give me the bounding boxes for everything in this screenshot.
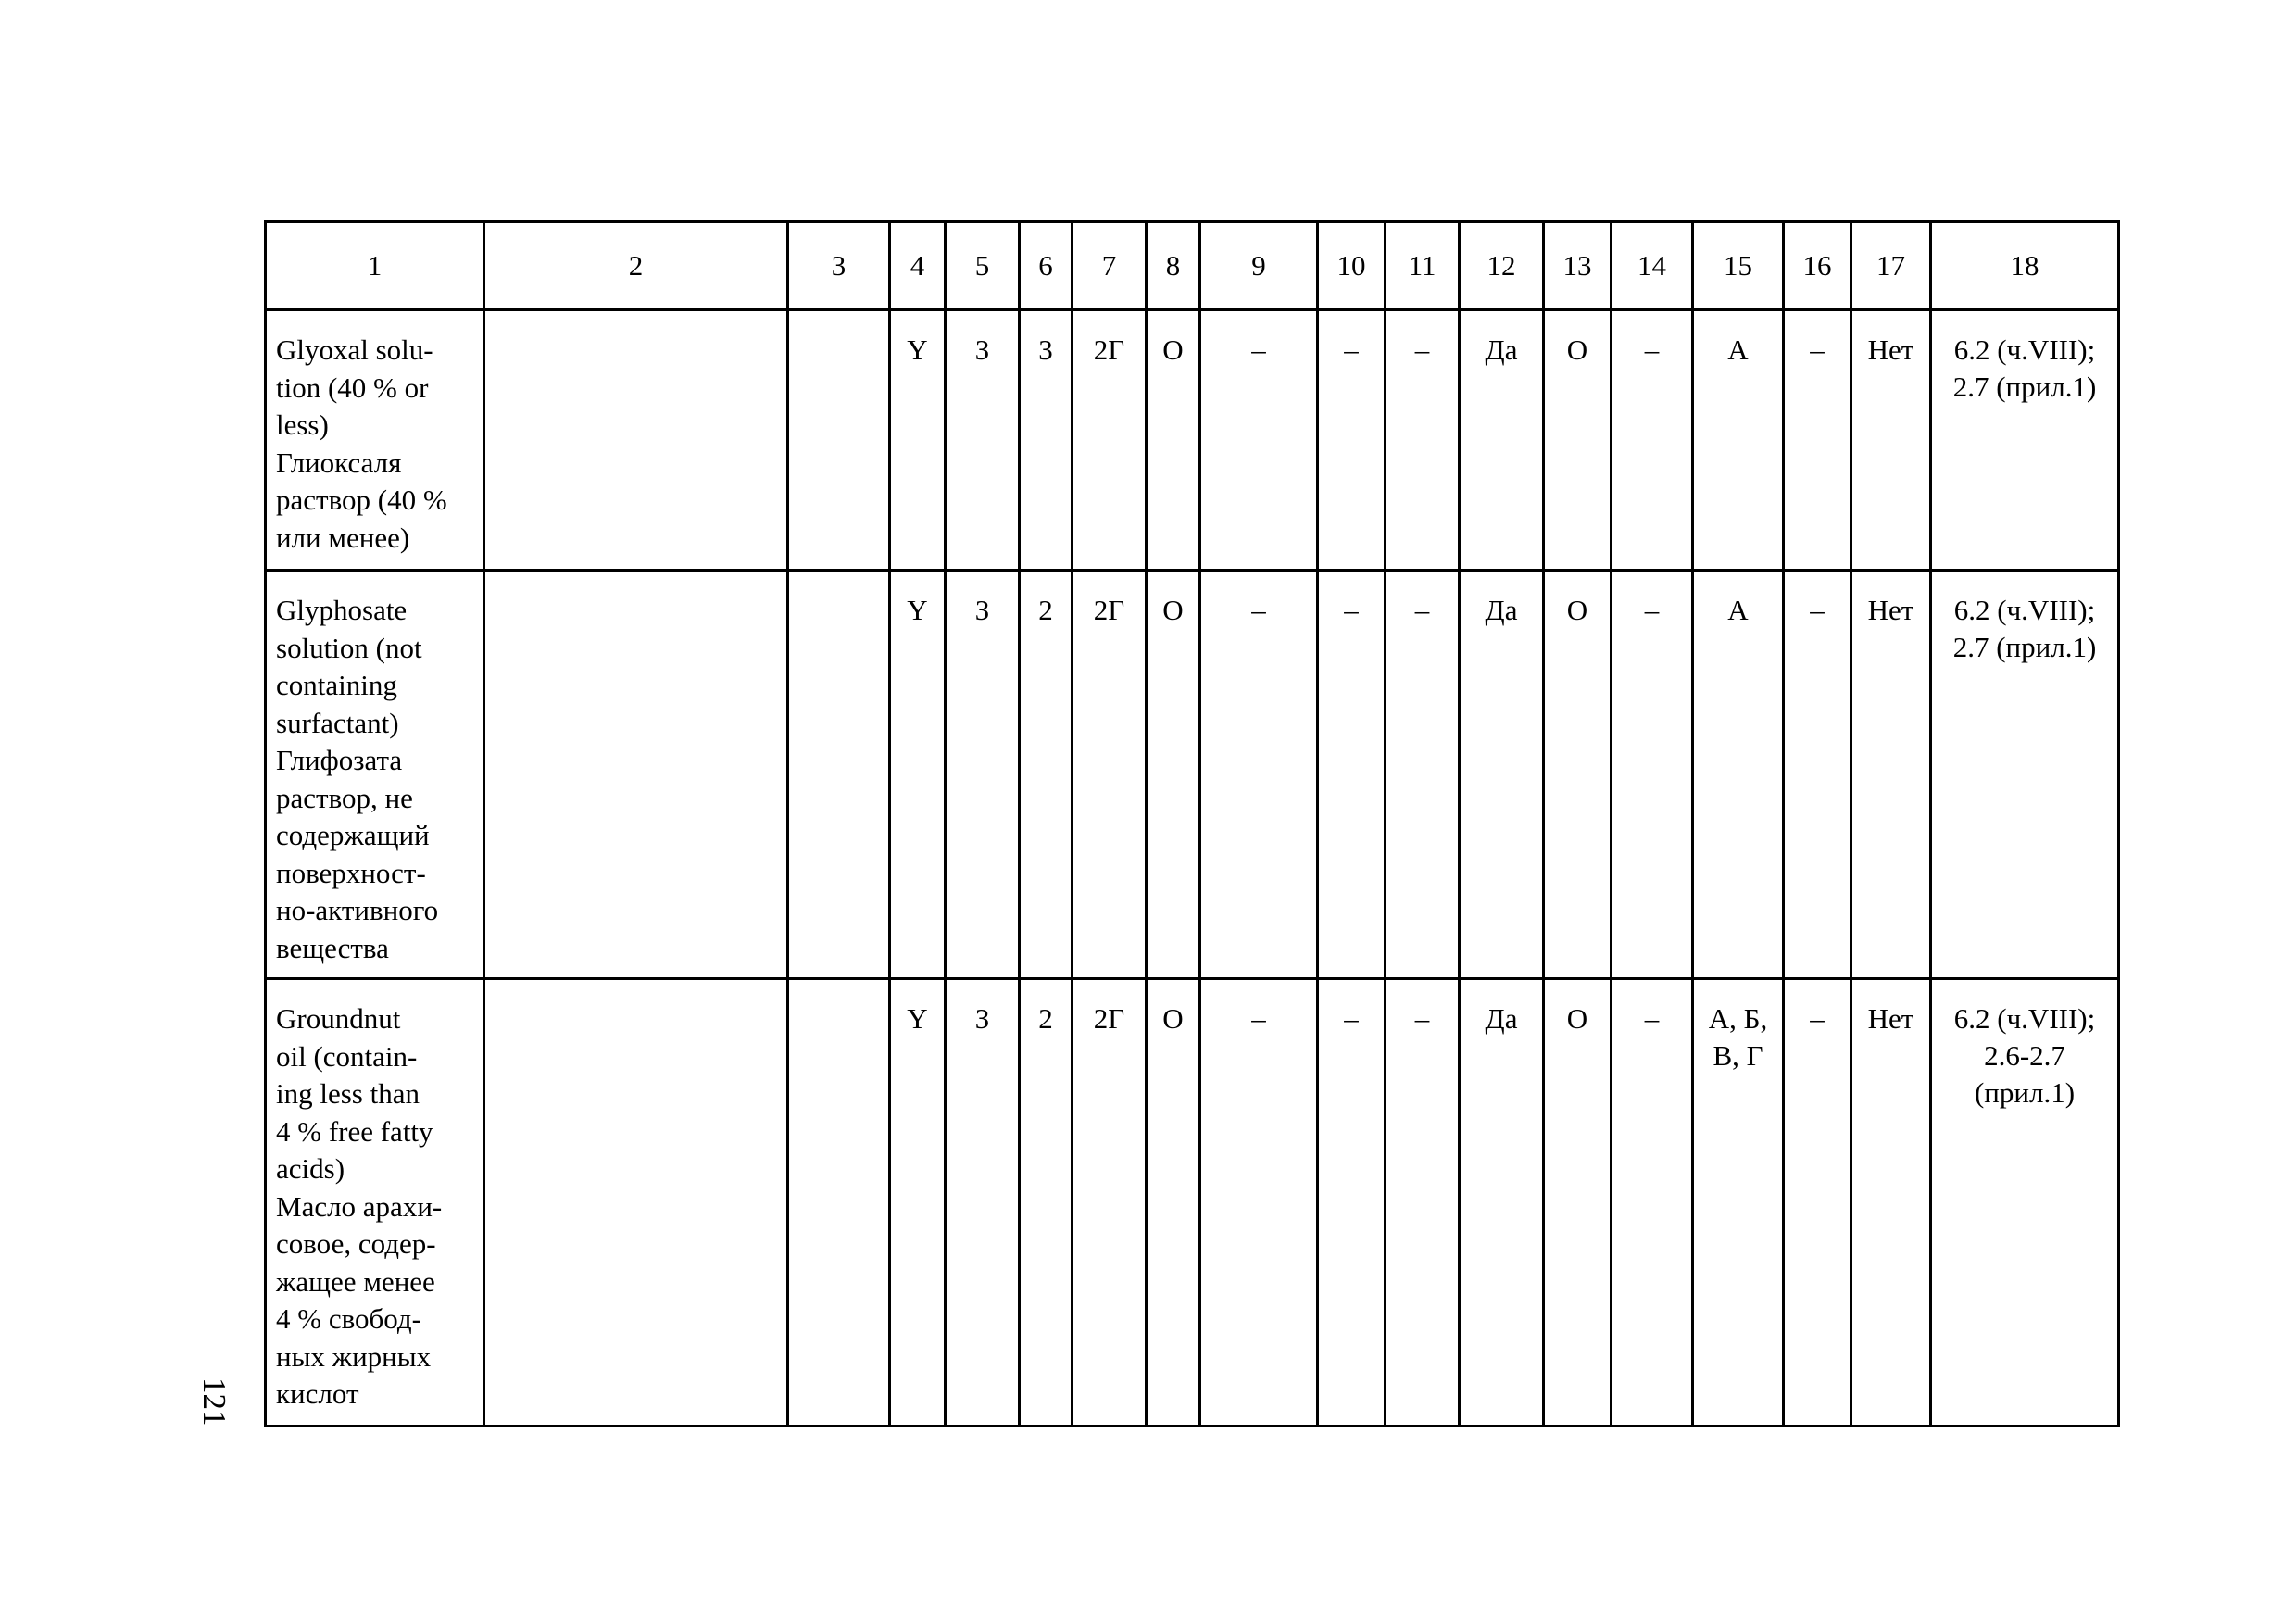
product-name-line: Глифозата [276, 744, 403, 776]
product-name-line: кислот [276, 1377, 359, 1410]
table-cell [484, 310, 788, 571]
table-cell: 3 [1020, 310, 1073, 571]
cell-line: 2.7 (прил.1) [1952, 371, 2097, 403]
column-header: 11 [1386, 222, 1460, 310]
product-name-line: раствор (40 % [276, 484, 447, 516]
table-cell [1693, 571, 1784, 979]
table-cell: Нет [1851, 310, 1931, 571]
column-header: 6 [1020, 222, 1073, 310]
column-header: 17 [1851, 222, 1931, 310]
cell-line: 6.2 (ч.VIII); [1953, 594, 2096, 626]
table-cell: – [1784, 571, 1851, 979]
table-cell: Y [890, 310, 946, 571]
table-row [266, 571, 2119, 979]
product-name-line: containing [276, 669, 397, 701]
table-cell: – [1386, 310, 1460, 571]
cell-line: А, Б, [1708, 1002, 1768, 1035]
table-cell [788, 310, 890, 571]
table-cell: 2Г [1073, 571, 1147, 979]
product-name-cell [266, 979, 484, 1426]
product-name-cell [266, 310, 484, 571]
product-name-line: oil (contain- [276, 1039, 418, 1073]
table-cell: – [1318, 310, 1386, 571]
product-name-line: Groundnut [276, 1002, 401, 1035]
column-header: 7 [1073, 222, 1147, 310]
table-cell: О [1147, 979, 1200, 1426]
product-name-line: но-активного [276, 894, 439, 926]
column-header: 15 [1693, 222, 1784, 310]
table-cell: 2 [1020, 979, 1073, 1426]
table-cell: – [1784, 310, 1851, 571]
table-cell [788, 571, 890, 979]
table-cell [1693, 310, 1784, 571]
table-cell: О [1544, 310, 1612, 571]
column-header: 10 [1318, 222, 1386, 310]
table-cell: Да [1460, 310, 1544, 571]
product-name-line: Glyoxal solu- [276, 333, 433, 366]
product-name-line: tion (40 % or [276, 371, 429, 404]
table-cell: – [1318, 979, 1386, 1426]
column-header: 1 [266, 222, 484, 310]
table-cell: Да [1460, 979, 1544, 1426]
table-cell: Нет [1851, 979, 1931, 1426]
product-name-line: surfactant) [276, 706, 399, 739]
cell-line: А [1727, 594, 1749, 626]
cell-line: А [1727, 333, 1749, 366]
product-name-line: 4 % free fatty [276, 1114, 433, 1148]
column-header: 8 [1147, 222, 1200, 310]
table-cell: З [946, 310, 1020, 571]
table-row [266, 310, 2119, 571]
table-cell: 2 [1020, 571, 1073, 979]
table-cell: О [1544, 571, 1612, 979]
table-cell [1931, 979, 2119, 1426]
table-cell: – [1386, 979, 1460, 1426]
product-name-line: совое, содер- [276, 1227, 436, 1260]
cell-line: 6.2 (ч.VIII); [1953, 333, 2096, 366]
product-name-line: Масло арахи- [276, 1189, 443, 1223]
table-cell [1931, 571, 2119, 979]
product-name-cell [266, 571, 484, 979]
table-cell: З [946, 571, 1020, 979]
product-name-line: Glyphosate [276, 594, 408, 626]
table-cell [484, 571, 788, 979]
column-header: 3 [788, 222, 890, 310]
table-cell: – [1200, 310, 1318, 571]
table-cell: – [1386, 571, 1460, 979]
product-name-line: 4 % свобод- [276, 1302, 421, 1335]
table-cell: Y [890, 979, 946, 1426]
table-cell [1931, 310, 2119, 571]
table-cell: – [1200, 979, 1318, 1426]
column-header: 5 [946, 222, 1020, 310]
table-cell [1693, 979, 1784, 1426]
table-cell: – [1784, 979, 1851, 1426]
product-name-line: Глиоксаля [276, 446, 402, 479]
column-header: 18 [1931, 222, 2119, 310]
cargo-table [264, 220, 2120, 1427]
table-cell [484, 979, 788, 1426]
table-cell [788, 979, 890, 1426]
cell-line: 2.6-2.7 [1984, 1039, 2065, 1072]
table-cell: 2Г [1073, 979, 1147, 1426]
product-name-line: solution (not [276, 631, 422, 664]
column-header: 13 [1544, 222, 1612, 310]
table-cell: Y [890, 571, 946, 979]
product-name-line: раствор, не [276, 781, 413, 814]
cell-line: В, Г [1713, 1039, 1763, 1072]
product-name-line: acids) [276, 1152, 345, 1185]
page-number: 121 [196, 1377, 232, 1426]
table-cell: – [1612, 571, 1693, 979]
product-name-line: или менее) [276, 521, 410, 554]
column-header: 4 [890, 222, 946, 310]
table-cell: О [1147, 571, 1200, 979]
product-name-line: жащее менее [276, 1264, 435, 1298]
table-cell: Нет [1851, 571, 1931, 979]
table-cell: О [1147, 310, 1200, 571]
cell-line: 2.7 (прил.1) [1952, 631, 2097, 663]
column-header: 14 [1612, 222, 1693, 310]
table-cell: – [1200, 571, 1318, 979]
column-header: 2 [484, 222, 788, 310]
table-cell: З [946, 979, 1020, 1426]
table-cell: 2Г [1073, 310, 1147, 571]
column-header: 12 [1460, 222, 1544, 310]
header-row [266, 222, 2119, 310]
product-name-line: ing less than [276, 1077, 420, 1110]
cell-line: (прил.1) [1974, 1076, 2076, 1109]
table-cell: – [1612, 310, 1693, 571]
table-cell: – [1612, 979, 1693, 1426]
product-name-line: less) [276, 408, 329, 441]
table-cell: О [1544, 979, 1612, 1426]
column-header: 9 [1200, 222, 1318, 310]
column-header: 16 [1784, 222, 1851, 310]
product-name-line: ных жирных [276, 1339, 432, 1373]
product-name-line: содержащий [276, 819, 430, 851]
table-cell: – [1318, 571, 1386, 979]
cell-line: 6.2 (ч.VIII); [1953, 1002, 2096, 1035]
product-name-line: поверхност- [276, 856, 426, 889]
product-name-line: вещества [276, 931, 389, 964]
table-cell: Да [1460, 571, 1544, 979]
table-row [266, 979, 2119, 1426]
